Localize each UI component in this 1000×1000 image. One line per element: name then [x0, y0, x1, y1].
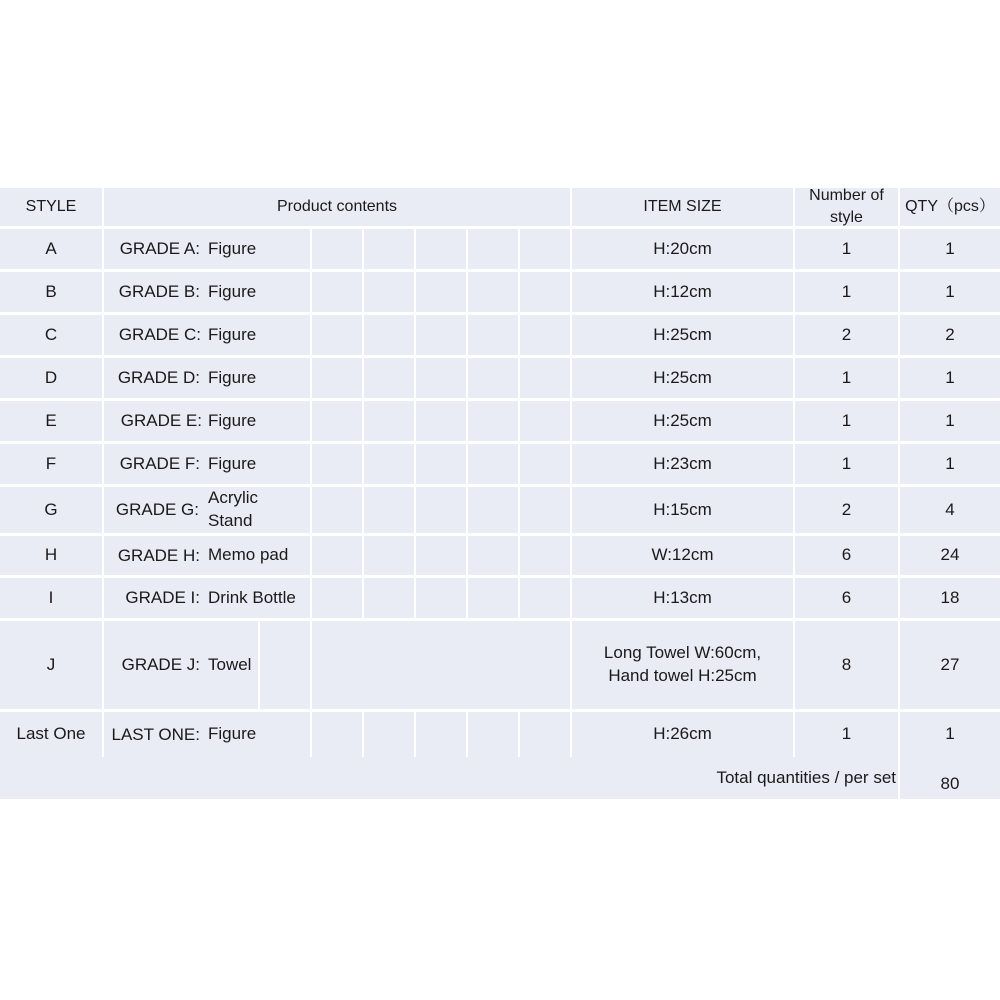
- header-item-size: ITEM SIZE: [643, 198, 722, 216]
- table-row: [0, 315, 1000, 358]
- qty-cell: 24: [940, 545, 960, 565]
- style-cell: H: [44, 545, 58, 565]
- item-size-cell: H:20cm: [653, 238, 712, 258]
- style-cell: E: [45, 410, 57, 430]
- number-of-style-cell: 2: [841, 324, 852, 344]
- qty-cell: 1: [945, 238, 955, 258]
- table-row: [0, 621, 1000, 712]
- product-item: Figure: [208, 324, 257, 344]
- table-row: [0, 487, 1000, 536]
- product-item: Figure: [208, 281, 257, 301]
- qty-cell: 27: [940, 654, 960, 674]
- header-product-contents: Product contents: [276, 198, 398, 216]
- number-of-style-cell: 2: [841, 499, 852, 519]
- style-cell: C: [44, 324, 58, 344]
- style-cell: Last One: [16, 724, 86, 744]
- qty-cell: 1: [945, 367, 955, 387]
- total-value: 80: [940, 774, 960, 793]
- grade-label: GRADE G:: [115, 500, 199, 519]
- qty-cell: 18: [940, 587, 960, 607]
- table-row: [0, 578, 1000, 621]
- item-size-cell: H:25cm: [653, 324, 712, 344]
- number-of-style-cell: 8: [841, 654, 852, 674]
- table-row: [0, 272, 1000, 315]
- item-size-cell: H:25cm: [653, 410, 712, 430]
- product-item: Towel: [208, 654, 252, 674]
- style-cell: F: [45, 453, 57, 473]
- table-row: [0, 536, 1000, 578]
- qty-cell: 1: [945, 724, 955, 744]
- item-size-cell: H:15cm: [653, 499, 712, 519]
- number-of-style-cell: 1: [841, 410, 852, 430]
- product-item: Figure: [208, 238, 257, 258]
- product-item: Drink Bottle: [208, 587, 296, 607]
- qty-cell: 1: [945, 281, 955, 301]
- grade-label: GRADE D:: [117, 368, 200, 387]
- header-qty: QTY（pcs）: [905, 198, 995, 216]
- number-of-style-cell: 1: [841, 453, 852, 473]
- table-row: [0, 229, 1000, 272]
- product-item: Figure: [208, 453, 257, 473]
- table-row: [0, 401, 1000, 444]
- qty-cell: 2: [945, 324, 955, 344]
- grade-label: GRADE C:: [118, 325, 201, 344]
- product-item: Memo pad: [208, 545, 289, 565]
- number-of-style-cell: 1: [841, 281, 852, 301]
- qty-cell: 1: [945, 453, 955, 473]
- style-cell: D: [44, 367, 58, 387]
- product-item: Acrylic Stand: [208, 488, 259, 530]
- header-style: STYLE: [25, 198, 77, 216]
- style-cell: B: [45, 281, 57, 301]
- grade-label: LAST ONE:: [111, 724, 200, 744]
- style-cell: A: [45, 238, 57, 258]
- style-cell: G: [44, 499, 58, 519]
- qty-cell: 1: [945, 410, 955, 430]
- number-of-style-cell: 1: [841, 367, 852, 387]
- item-size-cell: H:26cm: [653, 724, 712, 744]
- header-number-of-style: Number of style: [809, 187, 884, 226]
- number-of-style-cell: 6: [841, 545, 852, 565]
- number-of-style-cell: 6: [841, 587, 852, 607]
- grade-label: GRADE A:: [119, 239, 200, 258]
- total-row: [0, 757, 1000, 799]
- style-cell: J: [46, 654, 56, 674]
- item-size-cell: H:23cm: [653, 453, 712, 473]
- table-row: [0, 358, 1000, 401]
- item-size-cell: H:25cm: [653, 367, 712, 387]
- number-of-style-cell: 1: [841, 238, 852, 258]
- item-size-cell: H:12cm: [653, 281, 712, 301]
- number-of-style-cell: 1: [841, 724, 852, 744]
- style-cell: I: [48, 587, 54, 607]
- table-row: [0, 712, 1000, 757]
- product-item: Figure: [208, 724, 257, 744]
- grade-label: GRADE J:: [121, 655, 200, 674]
- grade-label: GRADE E:: [120, 411, 202, 430]
- table-header-row: [0, 188, 1000, 229]
- table-row: [0, 444, 1000, 487]
- product-item: Figure: [208, 367, 257, 387]
- item-size-cell: H:13cm: [653, 587, 712, 607]
- qty-cell: 4: [945, 499, 955, 519]
- item-size-cell: Long Towel W:60cm, Hand towel H:25cm: [603, 643, 762, 685]
- grade-label: GRADE I:: [125, 588, 200, 607]
- product-item: Figure: [208, 410, 257, 430]
- total-label: Total quantities / per set: [716, 768, 896, 787]
- grade-label: GRADE B:: [118, 282, 200, 301]
- grade-label: GRADE F:: [119, 454, 200, 473]
- product-table: [0, 188, 1000, 799]
- item-size-cell: W:12cm: [651, 545, 714, 565]
- grade-label: GRADE H:: [117, 545, 200, 565]
